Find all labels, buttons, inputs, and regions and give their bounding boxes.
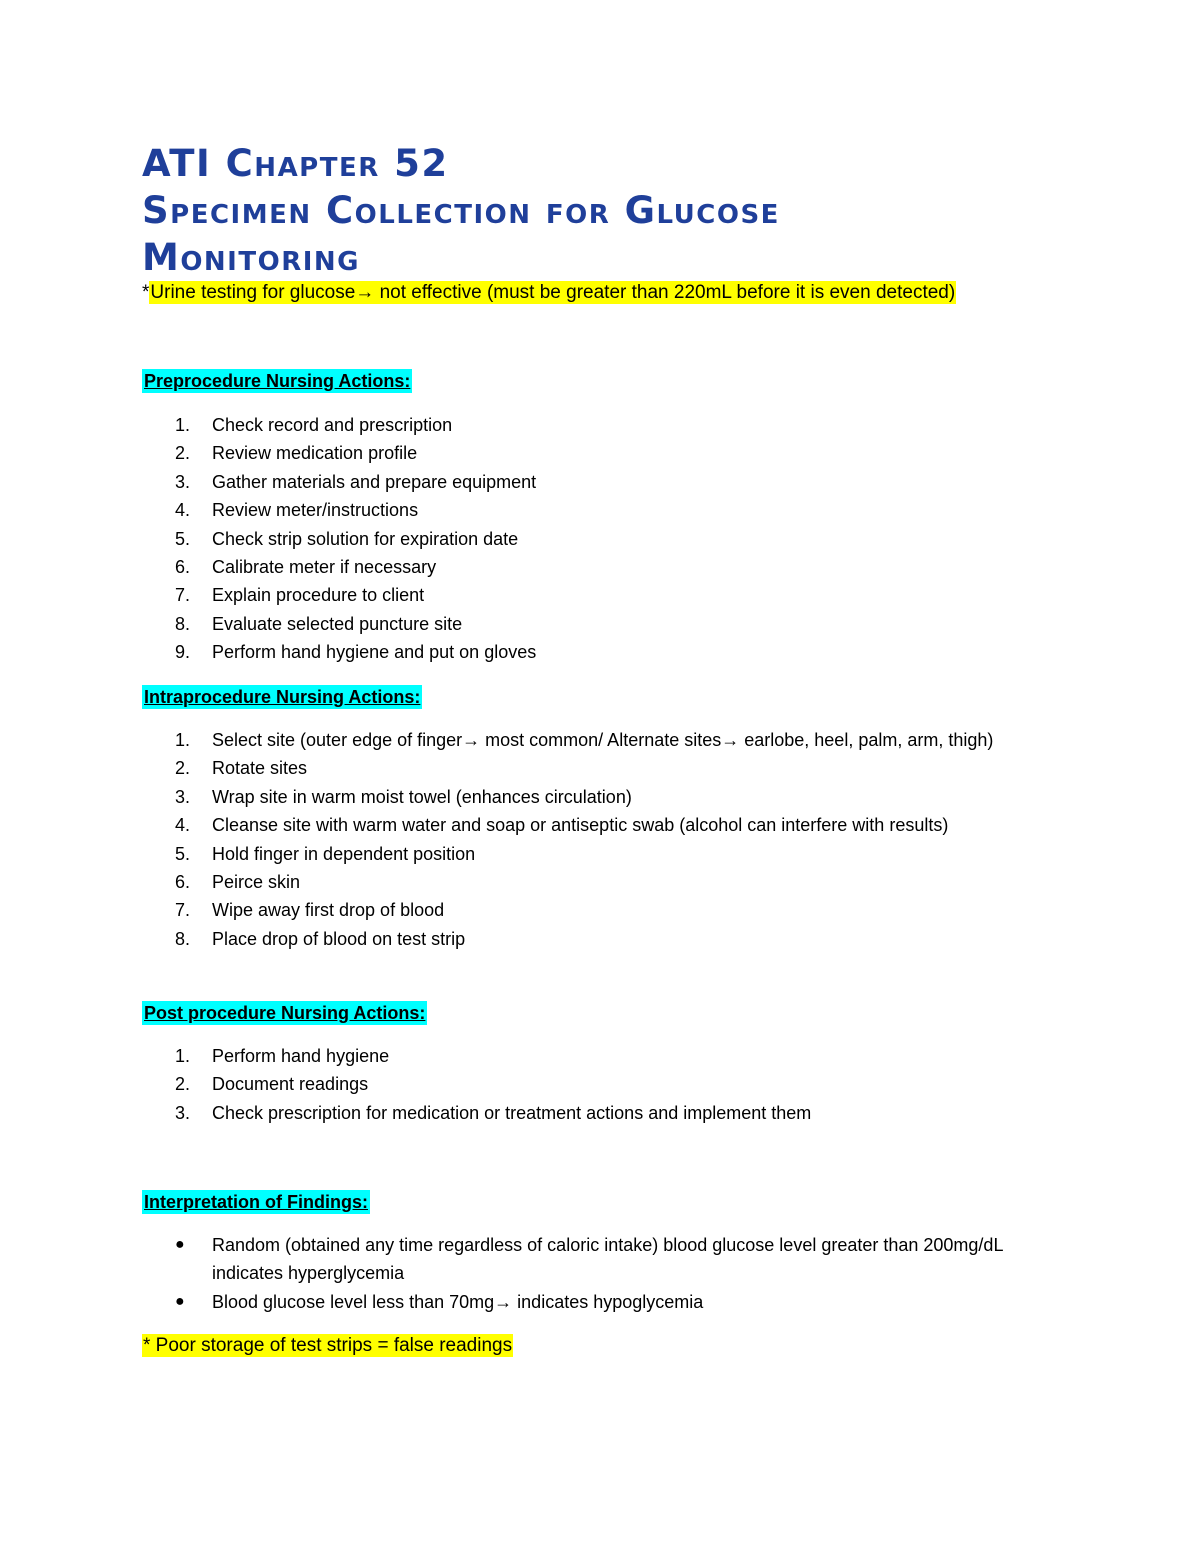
list-item: 6. Calibrate meter if necessary	[175, 557, 437, 578]
storage-note	[142, 1334, 513, 1358]
list-item: 3. Wrap site in warm moist towel (enhances circulation)	[175, 786, 632, 807]
bullet-icon: ●	[175, 1236, 185, 1253]
intraprocedure-heading: Intraprocedure Nursing Actions:	[144, 687, 421, 707]
interpretation-heading: Interpretation of Findings:	[144, 1192, 368, 1212]
list-item: 2. Review medication profile	[175, 443, 418, 464]
preprocedure-list	[142, 411, 1042, 667]
list-item: 9. Perform hand hygiene and put on gloves	[175, 642, 537, 663]
preprocedure-heading: Preprocedure Nursing Actions:	[144, 371, 411, 391]
list-item: 4. Review meter/instructions	[175, 500, 419, 521]
document-title	[142, 140, 1102, 281]
postprocedure-heading: Post procedure Nursing Actions:	[144, 1003, 426, 1023]
list-item: 6. Peirce skin	[175, 872, 301, 893]
urine-testing-note	[142, 281, 956, 305]
title-line-3: Monitoring	[142, 236, 360, 279]
list-item: 7. Explain procedure to client	[175, 585, 425, 606]
title-line-1: ATI Chapter 52	[142, 142, 449, 185]
list-item: 1. Perform hand hygiene	[175, 1046, 390, 1066]
list-item: 1. Select site (outer edge of finger→ most common/ Alternate sites→ earlobe, heel, palm, arm, thigh)	[175, 730, 994, 750]
list-item: 7. Wipe away first drop of blood	[175, 900, 445, 921]
storage-note-text: * Poor storage of test strips = false readings	[143, 1335, 513, 1356]
list-item: 2. Document readings	[175, 1074, 369, 1095]
bullet-icon: ●	[175, 1292, 185, 1310]
list-item: ● Random (obtained any time regardless of caloric intake) blood glucose level greater than 200mg/dL indicates hyperglycemia	[142, 1231, 1042, 1288]
title-line-2: Specimen Collection for Glucose	[142, 189, 780, 232]
interpretation-list	[142, 1231, 1042, 1316]
intraprocedure-list	[142, 726, 1042, 953]
list-item: 5. Check strip solution for expiration date	[175, 528, 519, 549]
list-item: 3. Check prescription for medication or treatment actions and implement them	[175, 1102, 812, 1123]
list-item: 1. Check record and prescription	[175, 415, 453, 435]
postprocedure-list	[142, 1042, 1042, 1127]
list-item: 8. Evaluate selected puncture site	[175, 613, 463, 634]
list-item: 3. Gather materials and prepare equipment	[175, 471, 537, 492]
note-highlight-text: Urine testing for glucose→ not effective (must be greater than 220mL before it is even detected)	[150, 282, 956, 303]
list-item: 5. Hold finger in dependent position	[175, 843, 476, 864]
list-item: 2. Rotate sites	[175, 758, 308, 779]
note-asterisk: *	[142, 282, 150, 303]
list-item: 4. Cleanse site with warm water and soap or antiseptic swab (alcohol can interfere with results)	[175, 815, 949, 836]
list-item: ● Blood glucose level less than 70mg→ indicates hypoglycemia	[142, 1288, 1042, 1316]
list-item: 8. Place drop of blood on test strip	[175, 928, 466, 949]
